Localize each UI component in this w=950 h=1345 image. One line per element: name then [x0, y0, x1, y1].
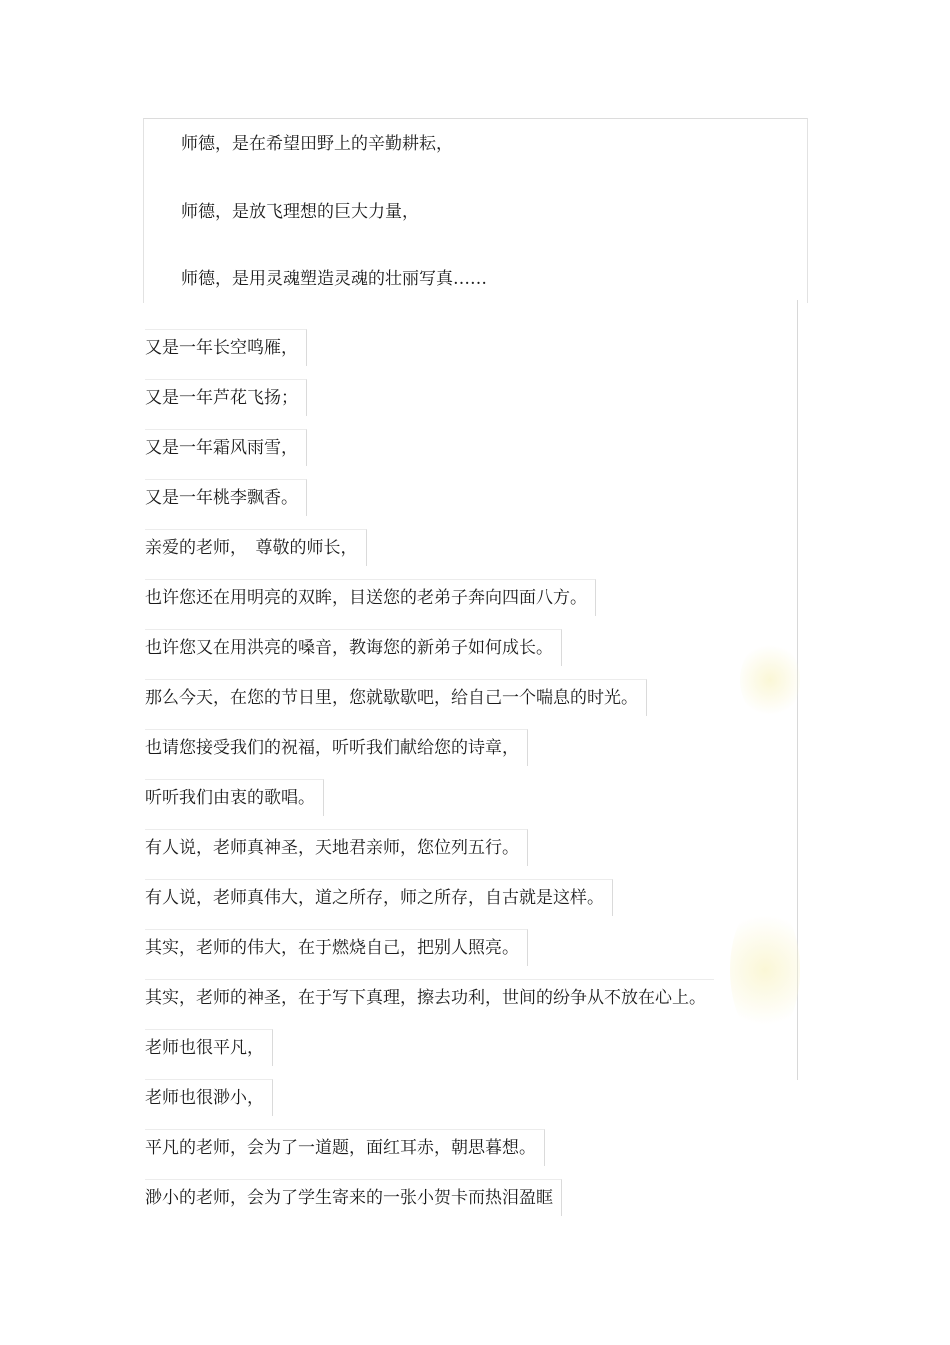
poem-line: 那么今天，在您的节日里，您就歇歇吧，给自己一个喘息的时光。: [145, 679, 647, 716]
poem-line: 听听我们由衷的歌唱。: [145, 779, 324, 816]
intro-line: 师德，是用灵魂塑造灵魂的壮丽写真……: [181, 269, 487, 289]
poem-line: 老师也很渺小，: [145, 1079, 273, 1116]
poem-line: 平凡的老师，会为了一道题，面红耳赤，朝思暮想。: [145, 1129, 545, 1166]
decorative-glow: [730, 900, 800, 1040]
poem-line: 又是一年霜风雨雪，: [145, 429, 307, 466]
poem-line: 亲爱的老师， 尊敬的师长，: [145, 529, 367, 566]
poem-line: 有人说，老师真伟大，道之所存，师之所存，自古就是这样。: [145, 879, 613, 916]
poem-line: 又是一年桃李飘香。: [145, 479, 307, 516]
poem-line: 其实，老师的神圣，在于写下真理，擦去功利，世间的纷争从不放在心上。: [145, 979, 714, 1016]
intro-line: 师德，是在希望田野上的辛勤耕耘，: [181, 134, 453, 154]
poem-line: 也请您接受我们的祝福，听听我们献给您的诗章，: [145, 729, 528, 766]
poem-line: 也许您还在用明亮的双眸，目送您的老弟子奔向四面八方。: [145, 579, 596, 616]
poem-line: 又是一年芦花飞扬；: [145, 379, 307, 416]
decorative-glow: [740, 640, 800, 720]
poem-line: 有人说，老师真神圣，天地君亲师，您位列五行。: [145, 829, 528, 866]
poem-line: 其实，老师的伟大，在于燃烧自己，把别人照亮。: [145, 929, 528, 966]
poem-line: 也许您又在用洪亮的嗓音，教诲您的新弟子如何成长。: [145, 629, 562, 666]
intro-line: 师德，是放飞理想的巨大力量，: [181, 202, 419, 222]
poem-line: 渺小的老师，会为了学生寄来的一张小贺卡而热泪盈眶: [145, 1179, 562, 1216]
poem-line: 老师也很平凡，: [145, 1029, 273, 1066]
poem-line: 又是一年长空鸣雁，: [145, 329, 307, 366]
